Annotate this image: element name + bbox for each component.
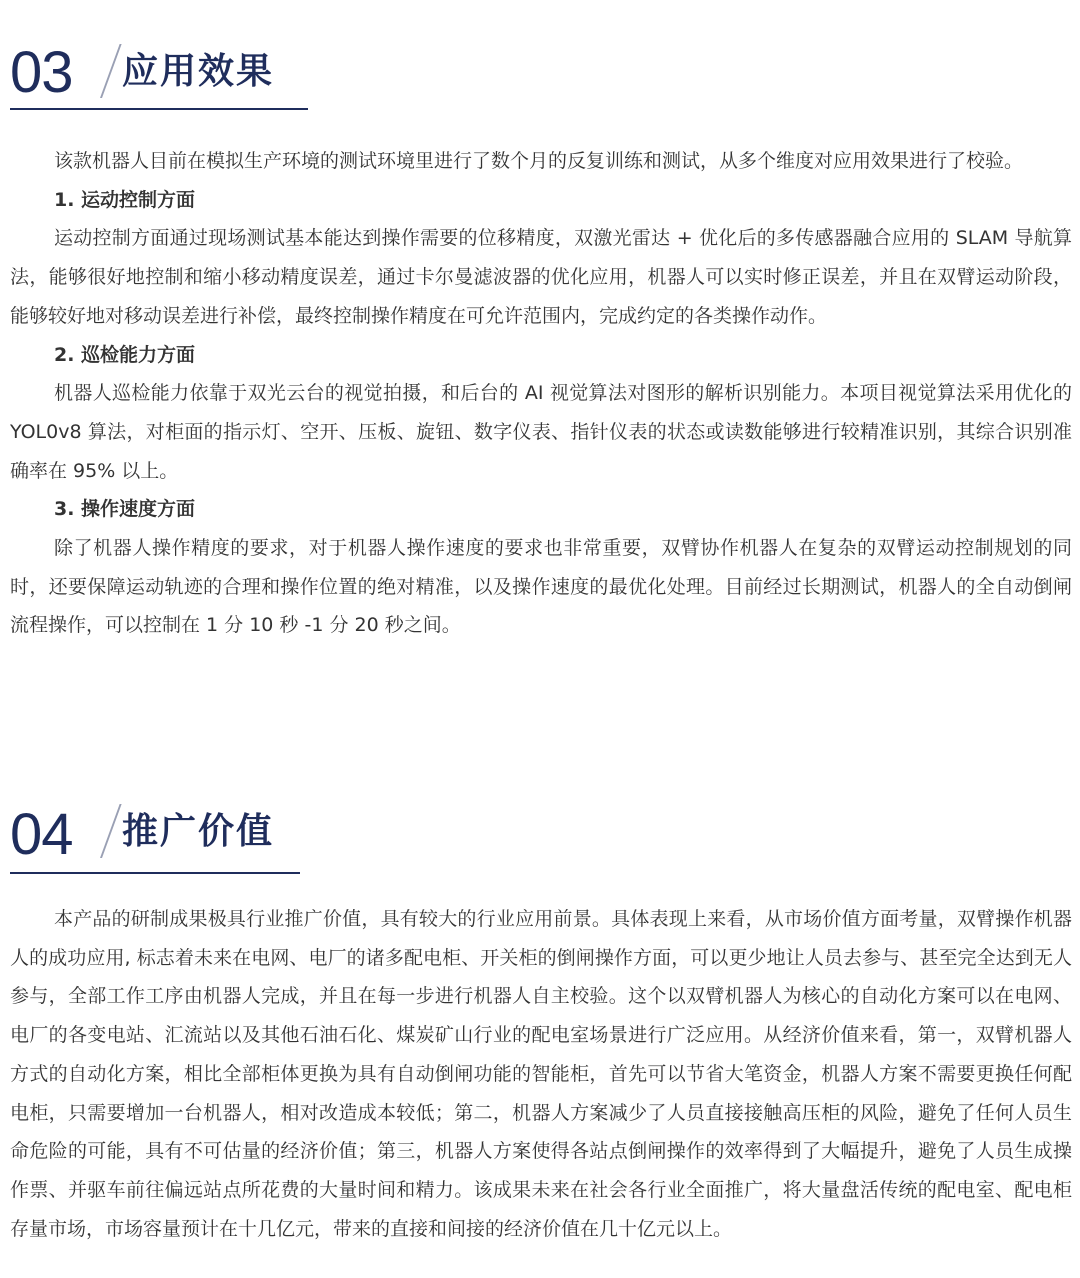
subsection-paragraph: 机器人巡检能力依靠于双光云台的视觉拍摄，和后台的 AI 视觉算法对图形的解析识别能力。本项目视觉算法采用优化的 YOL0v8 算法，对柜面的指示灯、空开、压板、旋钮、数字仪表、指针仪表的状态或读数能够进行较精准识别，其综合识别准确率在 95% 以上。 [10,382,1072,482]
section-underline [10,108,308,110]
section-03-header [10,38,310,110]
section-04-header [10,800,310,876]
subsection-paragraph: 除了机器人操作精度的要求，对于机器人操作速度的要求也非常重要，双臂协作机器人在复杂的双臂运动控制规划的同时，还要保障运动轨迹的合理和操作位置的绝对精准，以及操作速度的最优化处理。目前经过长期测试，机器人的全自动倒闸流程操作，可以控制在 1 分 10 秒 -1 分 20 秒之间。 [10,537,1072,637]
section-04-body [10,900,1072,1248]
promotion-paragraph: 本产品的研制成果极具行业推广价值，具有较大的行业应用前景。具体表现上来看，从市场价值方面考量，双臂操作机器人的成功应用, 标志着未来在电网、电厂的诸多配电柜、开关柜的倒闸操作方面，可以更少地让人员去参与、甚至完全达到无人参与，全部工作工序由机器人完成，并且在每一步进行机器人自主校验。这个以双臂机器人为核心的自动化方案可以在电网、电厂的各变电站、汇流站以及其他石油石化、煤炭矿山行业的配电室场景进行广泛应用。从经济价值来看，第一，双臂机器人方式的自动化方案，相比全部柜体更换为具有自动倒闸功能的智能柜，首先可以节省大笔资金，机器人方案不需要更换任何配电柜，只需要增加一台机器人，相对改造成本较低；第二，机器人方案减少了人员直接接触高压柜的风险，避免了任何人员生命危险的可能，具有不可估量的经济价值；第三，机器人方案使得各站点倒闸操作的效率得到了大幅提升，避免了人员生成操作票、并驱车前往偏远站点所花费的大量时间和精力。该成果未来在社会各行业全面推广，将大量盘活传统的配电室、配电柜存量市场，市场容量预计在十几亿元，带来的直接和间接的经济价值在几十亿元以上。 [10,908,1072,1240]
section-number: 04 [10,802,73,867]
intro-paragraph: 该款机器人目前在模拟生产环境的测试环境里进行了数个月的反复训练和测试，从多个维度对应用效果进行了校验。 [54,150,1024,172]
section-divider-slash [100,804,122,858]
section-number: 03 [10,40,73,105]
section-title: 应用效果 [122,51,275,92]
section-divider-slash [100,44,122,98]
subsection-heading: 3. 操作速度方面 [54,498,196,521]
subsection-heading: 1. 运动控制方面 [54,188,196,211]
section-title: 推广价值 [122,811,275,852]
section-03-body [10,142,1072,645]
subsection-heading: 2. 巡检能力方面 [54,343,196,366]
section-underline [10,872,300,874]
subsection-paragraph: 运动控制方面通过现场测试基本能达到操作需要的位移精度，双激光雷达 + 优化后的多传感器融合应用的 SLAM 导航算法，能够很好地控制和缩小移动精度误差，通过卡尔曼滤波器的优化应用，机器人可以实时修正误差，并且在双臂运动阶段，能够较好地对移动误差进行补偿，最终控制操作精度在可允许范围内，完成约定的各类操作动作。 [10,227,1072,327]
